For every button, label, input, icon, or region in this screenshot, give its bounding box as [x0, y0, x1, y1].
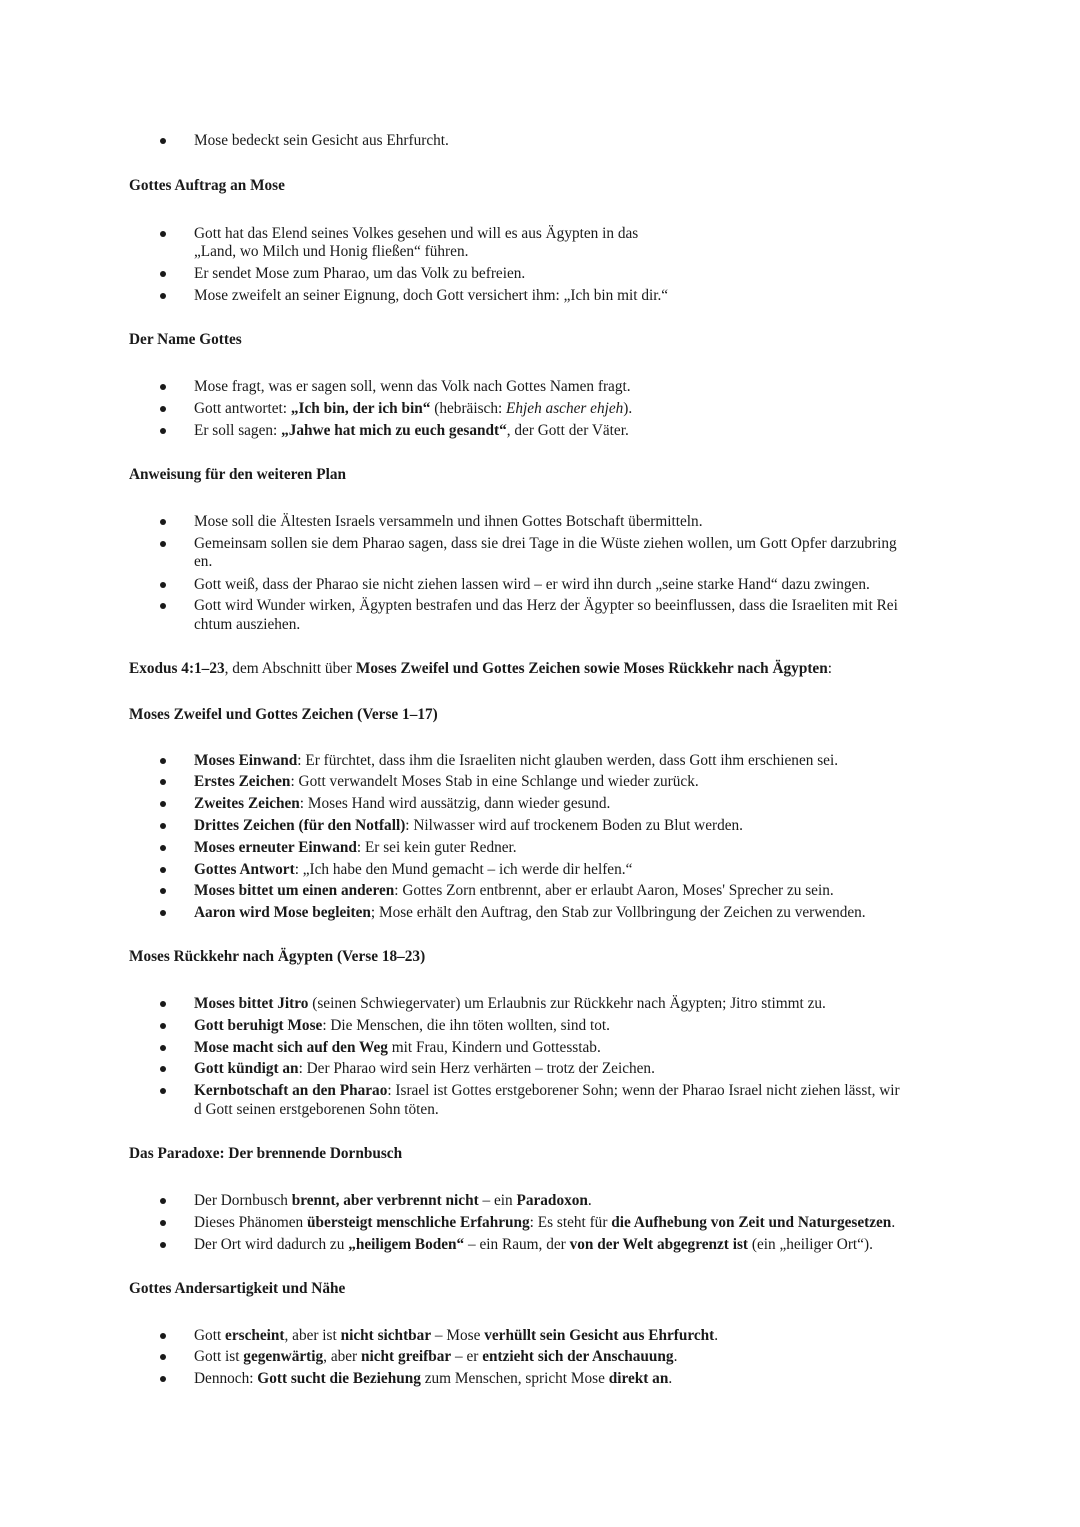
text-run: : Es steht für: [529, 1214, 612, 1231]
bullet-dot-icon: [160, 867, 166, 873]
bullet-item-line: [194, 286, 668, 306]
text-run: : Der Pharao wird sein Herz verhärten – trotz der Zeichen.: [298, 1060, 655, 1077]
text-run: : Die Menschen, die ihn töten wollten, sind tot.: [322, 1017, 610, 1034]
bullet-item-line: [194, 838, 517, 858]
bold-text: Gottes Antwort: [194, 861, 295, 878]
bullet-dot-icon: [160, 231, 166, 237]
text-run: , aber ist: [284, 1327, 341, 1344]
bullet-dot-icon: [160, 1088, 166, 1094]
bullet-dot-icon: [160, 406, 166, 412]
italic-text: Ehjeh ascher ehjeh: [506, 400, 624, 417]
bold-text: brennt, aber verbrennt nicht: [291, 1192, 479, 1209]
bullet-dot-icon: [160, 845, 166, 851]
bullet-item-line: [194, 816, 743, 836]
bullet-dot-icon: [160, 138, 166, 144]
bullet-item-line: [194, 421, 629, 441]
bullet-item-line: [194, 1347, 677, 1367]
bullet-dot-icon: [160, 1066, 166, 1072]
bullet-dot-icon: [160, 384, 166, 390]
text-run: , dem Abschnitt über: [224, 660, 356, 677]
bullet-item-line: [194, 264, 525, 284]
text-run: Gott weiß, dass der Pharao sie nicht ziehen lassen wird – er wird ihn durch „seine starke Hand“ dazu zwingen.: [194, 576, 870, 593]
bullet-item-line: [194, 1326, 718, 1346]
bold-text: Moses Einwand: [194, 752, 298, 769]
bullet-dot-icon: [160, 519, 166, 525]
bold-text: gegenwärtig: [243, 1348, 324, 1365]
bold-text: nicht sichtbar: [340, 1327, 432, 1344]
bullet-dot-icon: [160, 801, 166, 807]
text-run: .: [891, 1214, 896, 1231]
bullet-dot-icon: [160, 779, 166, 785]
bullet-item-line: [194, 1191, 592, 1211]
bullet-dot-icon: [160, 758, 166, 764]
text-run: : „Ich habe den Mund gemacht – ich werde dir helfen.“: [294, 861, 633, 878]
text-run: .: [668, 1370, 673, 1387]
bullet-item-line: [194, 1016, 610, 1036]
text-run: mit Frau, Kindern und Gottesstab.: [387, 1039, 601, 1056]
bold-text: Exodus 4:1–23: [129, 660, 225, 677]
text-run: : Gott verwandelt Moses Stab in eine Schlange und wieder zurück.: [290, 773, 699, 790]
bullet-item-line: [194, 224, 638, 244]
text-run: en.: [194, 553, 213, 570]
bold-text: von der Welt abgegrenzt ist: [569, 1236, 749, 1253]
bullet-item-line: [194, 751, 838, 771]
text-run: Dennoch:: [194, 1370, 258, 1387]
text-run: : Er sei kein guter Redner.: [356, 839, 517, 856]
bold-text: übersteigt menschliche Erfahrung: [307, 1214, 530, 1231]
bullet-dot-icon: [160, 582, 166, 588]
bullet-dot-icon: [160, 293, 166, 299]
bullet-dot-icon: [160, 1376, 166, 1382]
text-run: .: [673, 1348, 678, 1365]
text-run: – ein Raum, der: [464, 1236, 570, 1253]
text-run: :: [827, 660, 832, 677]
bold-text: Gott kündigt an: [194, 1060, 299, 1077]
bullet-item-line: [194, 1038, 601, 1058]
text-run: .: [714, 1327, 719, 1344]
bold-text: Kernbotschaft an den Pharao: [194, 1082, 388, 1099]
text-run: ; Mose erhält den Auftrag, den Stab zur Vollbringung der Zeichen zu verwenden.: [370, 904, 866, 921]
bullet-dot-icon: [160, 1333, 166, 1339]
bullet-item-line: [194, 994, 826, 1014]
bullet-dot-icon: [160, 1220, 166, 1226]
bullet-item-line: [194, 242, 468, 262]
bullet-item-line: [194, 1369, 672, 1389]
bullet-item-line: [194, 881, 834, 901]
bold-text: nicht greifbar: [360, 1348, 452, 1365]
section-heading: Moses Zweifel und Gottes Zeichen (Verse 1–17): [129, 706, 438, 723]
text-run: Der Ort wird dadurch zu: [194, 1236, 349, 1253]
bold-text: entzieht sich der Anschauung: [482, 1348, 674, 1365]
text-run: (ein „heiliger Ort“).: [748, 1236, 873, 1253]
text-run: Mose bedeckt sein Gesicht aus Ehrfurcht.: [194, 132, 449, 149]
bullet-item-line: [194, 512, 703, 532]
bullet-item-line: [194, 1081, 900, 1101]
bold-text: Drittes Zeichen (für den Notfall): [194, 817, 406, 834]
bullet-item-line: [194, 1059, 655, 1079]
bold-text: Zweites Zeichen: [194, 795, 300, 812]
bullet-dot-icon: [160, 541, 166, 547]
bullet-dot-icon: [160, 1198, 166, 1204]
text-run: : Gottes Zorn entbrennt, aber er erlaubt Aaron, Moses' Sprecher zu sein.: [394, 882, 834, 899]
bold-text: Moses bittet Jitro: [194, 995, 309, 1012]
text-run: „Land, wo Milch und Honig fließen“ führen.: [194, 243, 469, 260]
text-run: , der Gott der Väter.: [506, 422, 629, 439]
text-run: Gemeinsam sollen sie dem Pharao sagen, dass sie drei Tage in die Wüste ziehen wollen, um Gott Opfer darzubring: [194, 535, 897, 552]
bullet-dot-icon: [160, 1023, 166, 1029]
bullet-item-line: [194, 1213, 895, 1233]
bullet-item-line: [194, 552, 212, 572]
text-run: – er: [451, 1348, 483, 1365]
text-run: : Israel ist Gottes erstgeborener Sohn; wenn der Pharao Israel nicht ziehen lässt, wir: [387, 1082, 900, 1099]
text-run: Gott hat das Elend seines Volkes gesehen und will es aus Ägypten in das: [194, 225, 639, 242]
bullet-dot-icon: [160, 603, 166, 609]
text-run: , aber: [323, 1348, 361, 1365]
bullet-dot-icon: [160, 910, 166, 916]
text-run: (seinen Schwiegervater) um Erlaubnis zur Rückkehr nach Ägypten; Jitro stimmt zu.: [308, 995, 826, 1012]
bullet-item-line: [194, 615, 300, 635]
text-run: Er soll sagen:: [194, 422, 282, 439]
section-heading: Gottes Auftrag an Mose: [129, 177, 285, 194]
text-run: chtum ausziehen.: [194, 616, 301, 633]
bullet-item-line: [194, 772, 699, 792]
text-run: Er sendet Mose zum Pharao, um das Volk zu befreien.: [194, 265, 526, 282]
text-run: Der Dornbusch: [194, 1192, 292, 1209]
bullet-dot-icon: [160, 1001, 166, 1007]
text-run: d Gott seinen erstgeborenen Sohn töten.: [194, 1101, 439, 1118]
bold-text: die Aufhebung von Zeit und Naturgesetzen: [611, 1214, 892, 1231]
bullet-item-line: [194, 399, 632, 419]
bullet-item-line: [194, 860, 632, 880]
bold-text: Gott beruhigt Mose: [194, 1017, 323, 1034]
bold-text: Gott sucht die Beziehung: [257, 1370, 421, 1387]
bullet-item-line: [194, 1100, 439, 1120]
bold-text: erscheint: [225, 1327, 285, 1344]
text-run: ).: [623, 400, 633, 417]
bold-text: direkt an: [608, 1370, 669, 1387]
bullet-dot-icon: [160, 271, 166, 277]
text-run: : Moses Hand wird aussätzig, dann wieder gesund.: [299, 795, 611, 812]
bullet-item-line: [194, 131, 449, 151]
bullet-item-line: [194, 794, 610, 814]
bullet-dot-icon: [160, 1354, 166, 1360]
bullet-item-line: [194, 903, 866, 923]
paragraph-line: [129, 659, 832, 679]
bold-text: Erstes Zeichen: [194, 773, 291, 790]
bullet-item-line: [194, 377, 631, 397]
bold-text: Moses erneuter Einwand: [194, 839, 357, 856]
bullet-dot-icon: [160, 823, 166, 829]
text-run: : Nilwasser wird auf trockenem Boden zu Blut werden.: [405, 817, 744, 834]
section-heading: Das Paradoxe: Der brennende Dornbusch: [129, 1145, 403, 1162]
bold-text: „Jahwe hat mich zu euch gesandt“: [281, 422, 507, 439]
bold-text: Aaron wird Mose begleiten: [194, 904, 371, 921]
section-heading: Der Name Gottes: [129, 331, 242, 348]
bullet-item-line: [194, 596, 898, 616]
bold-text: verhüllt sein Gesicht aus Ehrfurcht: [484, 1327, 715, 1344]
text-run: Mose fragt, was er sagen soll, wenn das Volk nach Gottes Namen fragt.: [194, 378, 631, 395]
bullet-dot-icon: [160, 888, 166, 894]
text-run: Gott wird Wunder wirken, Ägypten bestrafen und das Herz der Ägypter so beeinflussen, dass die Israeliten mit Rei: [194, 597, 898, 614]
text-run: Dieses Phänomen: [194, 1214, 308, 1231]
text-run: – Mose: [431, 1327, 485, 1344]
bold-text: „Ich bin, der ich bin“: [290, 400, 431, 417]
section-heading: Gottes Andersartigkeit und Nähe: [129, 1280, 346, 1297]
section-heading: Anweisung für den weiteren Plan: [129, 466, 347, 483]
bullet-dot-icon: [160, 428, 166, 434]
text-run: Gott antwortet:: [194, 400, 291, 417]
bold-text: Mose macht sich auf den Weg: [194, 1039, 388, 1056]
bold-text: Moses bittet um einen anderen: [194, 882, 395, 899]
text-run: Gott: [194, 1327, 226, 1344]
bold-text: Paradoxon: [516, 1192, 588, 1209]
text-run: (hebräisch:: [430, 400, 507, 417]
text-run: Gott ist: [194, 1348, 244, 1365]
bullet-item-line: [194, 534, 897, 554]
section-heading: Moses Rückkehr nach Ägypten (Verse 18–23): [129, 948, 426, 965]
text-run: Mose soll die Ältesten Israels versammeln und ihnen Gottes Botschaft übermitteln.: [194, 513, 703, 530]
text-run: .: [587, 1192, 592, 1209]
bullet-dot-icon: [160, 1242, 166, 1248]
text-run: – ein: [478, 1192, 517, 1209]
text-run: zum Menschen, spricht Mose: [420, 1370, 609, 1387]
bullet-item-line: [194, 1235, 873, 1255]
text-run: Mose zweifelt an seiner Eignung, doch Gott versichert ihm: „Ich bin mit dir.“: [194, 287, 669, 304]
bullet-item-line: [194, 575, 870, 595]
text-run: : Er fürchtet, dass ihm die Israeliten nicht glauben werden, dass Gott ihm erschienen sei.: [297, 752, 839, 769]
bullet-dot-icon: [160, 1045, 166, 1051]
bold-text: Moses Zweifel und Gottes Zeichen sowie Moses Rückkehr nach Ägypten: [355, 660, 828, 677]
bold-text: „heiligem Boden“: [348, 1236, 465, 1253]
